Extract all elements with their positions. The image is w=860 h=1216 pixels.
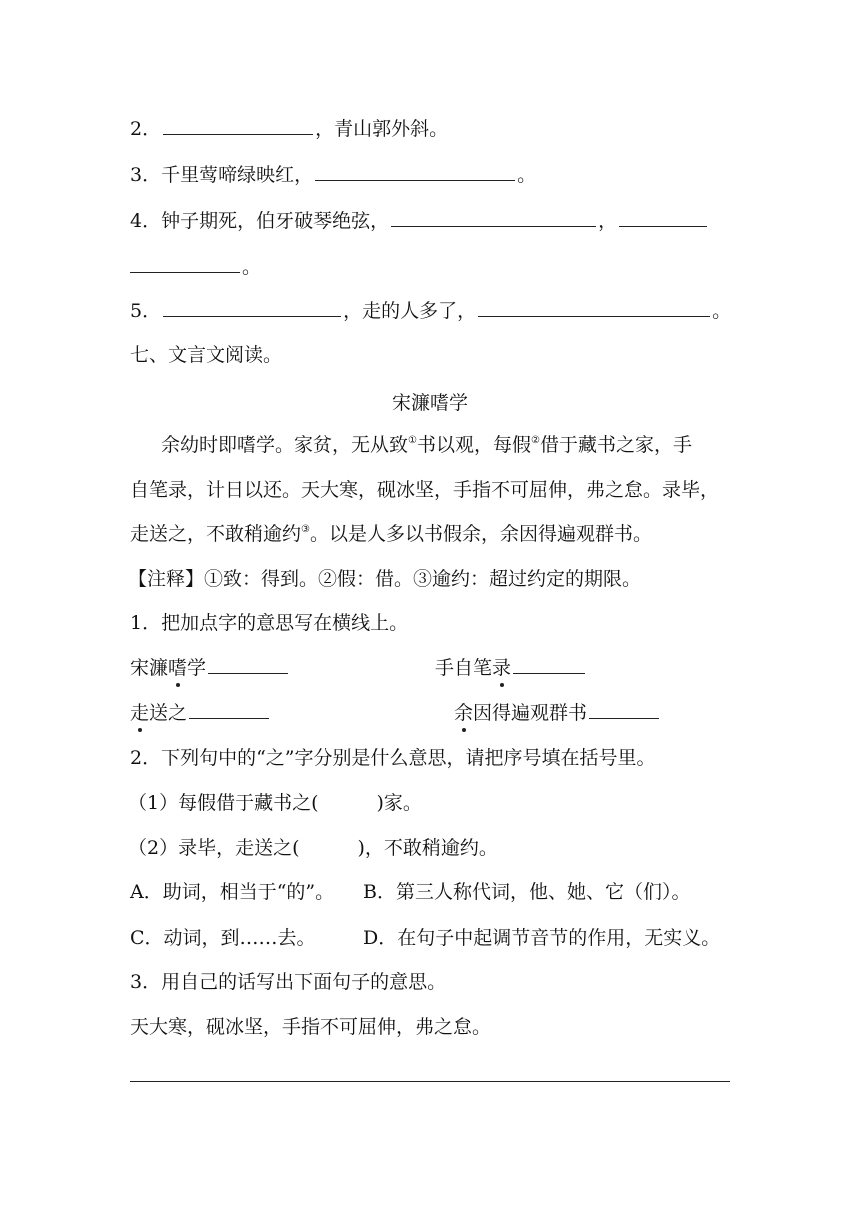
poem-q3 bbox=[130, 162, 536, 187]
q2-option-d: D．在句子中起调节音节的作用，无实义。 bbox=[363, 927, 721, 949]
answer-blank[interactable] bbox=[130, 254, 240, 273]
q2-text: )，不敢稍逾约。 bbox=[357, 837, 498, 859]
q2-option-b: B．第三人称代词，他、她、它（们）。 bbox=[363, 881, 691, 903]
passage-title: 宋濂嗜学 bbox=[391, 392, 468, 414]
passage-text: 。以是人多以书假余，余因得遍观群书。 bbox=[309, 523, 652, 545]
q2-text: （2）录毕，走送之( bbox=[128, 837, 300, 859]
q2-sentence-1 bbox=[128, 791, 422, 815]
footnote-mark: ③ bbox=[301, 524, 310, 535]
passage-line-2: 自笔录，计日以还。天大寒，砚冰坚，手指不可屈伸，弗之怠。录毕， bbox=[130, 479, 720, 501]
answer-blank[interactable] bbox=[315, 162, 515, 181]
q1-stem: 1．把加点字的意思写在横线上。 bbox=[130, 612, 409, 634]
q2-option-c: C．动词，到……去。 bbox=[130, 927, 316, 949]
q1-text: 宋濂 bbox=[130, 657, 169, 679]
answer-blank[interactable] bbox=[478, 298, 710, 317]
answer-blank[interactable] bbox=[619, 208, 707, 227]
q1-item-a bbox=[130, 655, 290, 680]
passage-text: 书以观，每假 bbox=[416, 434, 531, 456]
footnote-mark: ② bbox=[531, 435, 540, 446]
poem-q4-comma: ， bbox=[598, 210, 618, 232]
answer-line[interactable] bbox=[130, 1081, 730, 1082]
dotted-char: 余 bbox=[454, 702, 474, 724]
answer-blank[interactable] bbox=[163, 116, 313, 135]
passage-line-1 bbox=[161, 433, 692, 457]
q2-text: )家。 bbox=[376, 792, 422, 814]
poem-q2-text: ，青山郭外斜。 bbox=[315, 118, 449, 140]
section-heading: 七、文言文阅读。 bbox=[130, 344, 283, 366]
q1-text: 送之 bbox=[149, 702, 188, 724]
poem-q4 bbox=[130, 208, 709, 233]
q1-item-d bbox=[454, 700, 661, 725]
q1-item-b bbox=[435, 655, 587, 680]
passage-text: 走送之，不敢稍逾约 bbox=[130, 523, 302, 545]
answer-blank[interactable] bbox=[208, 655, 288, 674]
q3-stem: 3．用自己的话写出下面句子的意思。 bbox=[130, 971, 447, 993]
q2-sentence-2 bbox=[128, 836, 498, 860]
q1-item-c bbox=[130, 700, 271, 725]
poem-q5 bbox=[130, 298, 731, 323]
answer-blank[interactable] bbox=[163, 298, 341, 317]
poem-q4-cont bbox=[130, 254, 261, 279]
poem-q3-end: 。 bbox=[517, 164, 537, 186]
answer-blank[interactable] bbox=[513, 655, 585, 674]
answer-blank[interactable] bbox=[589, 700, 659, 719]
dotted-char: 录 bbox=[492, 657, 512, 679]
annotation-notes: 【注释】①致：得到。②假：借。③逾约：超过约定的期限。 bbox=[128, 568, 642, 590]
passage-line-3 bbox=[130, 522, 652, 546]
q2-stem: 2．下列句中的“之”字分别是什么意思，请把序号填在括号里。 bbox=[130, 747, 656, 769]
poem-q4-text: 4．钟子期死，伯牙破琴绝弦， bbox=[130, 210, 390, 232]
passage-text: 余幼时即嗜学。家贫，无从致 bbox=[161, 434, 409, 456]
poem-q5-mid: ，走的人多了， bbox=[343, 300, 477, 322]
q3-sentence: 天大寒，砚冰坚，手指不可屈伸，弗之怠。 bbox=[130, 1016, 492, 1038]
poem-q5-end: 。 bbox=[712, 300, 732, 322]
poem-q5-num: 5． bbox=[130, 300, 162, 322]
answer-blank[interactable] bbox=[391, 208, 596, 227]
passage-text: 借于藏书之家，手 bbox=[539, 434, 692, 456]
dotted-char: 嗜 bbox=[168, 657, 188, 679]
poem-q2-num: 2． bbox=[130, 118, 162, 140]
footnote-mark: ① bbox=[408, 435, 417, 446]
q1-text: 手自笔 bbox=[435, 657, 493, 679]
dotted-char: 走 bbox=[130, 702, 150, 724]
q2-text: （1）每假借于藏书之( bbox=[128, 792, 319, 814]
answer-blank[interactable] bbox=[189, 700, 269, 719]
q1-text: 学 bbox=[187, 657, 207, 679]
q1-text: 因得遍观群书 bbox=[473, 702, 588, 724]
poem-q4-end: 。 bbox=[242, 256, 262, 278]
poem-q2 bbox=[130, 116, 448, 141]
poem-q3-text: 3．千里莺啼绿映红， bbox=[130, 164, 314, 186]
q2-option-a: A．助词，相当于“的”。 bbox=[130, 881, 335, 903]
